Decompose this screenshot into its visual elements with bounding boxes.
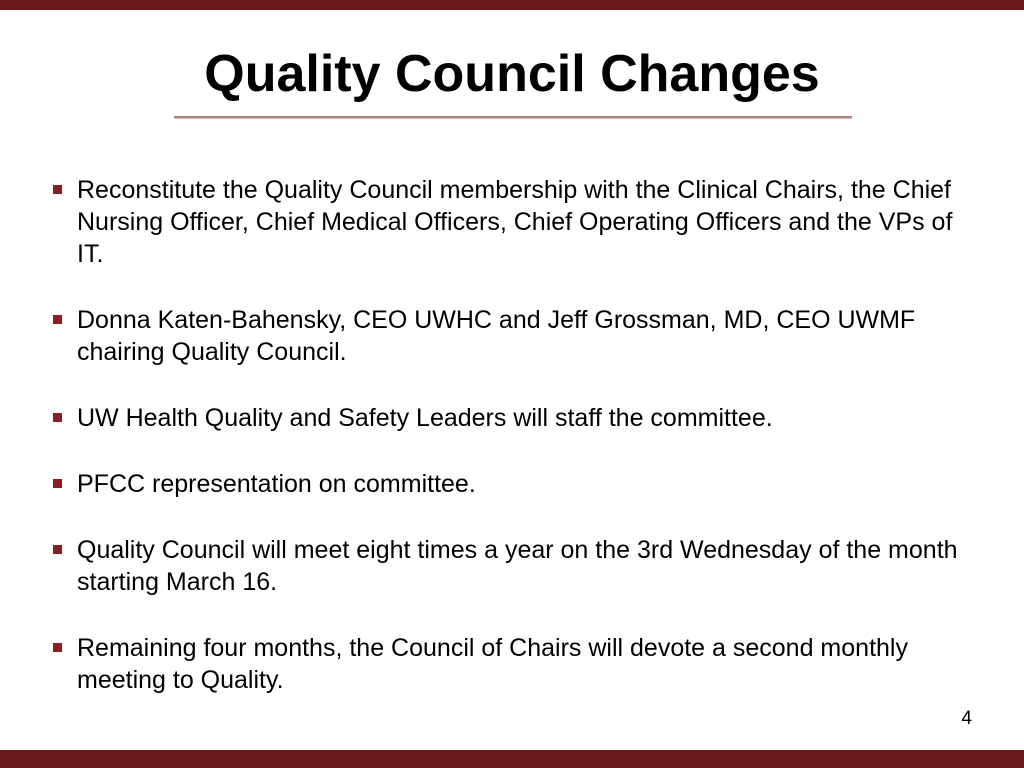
square-bullet-icon <box>53 185 62 194</box>
list-item <box>52 402 972 434</box>
bullet-text: Remaining four months, the Council of Chairs will devote a second monthly meeting to Quality. <box>77 634 908 694</box>
bullet-text: Quality Council will meet eight times a year on the 3rd Wednesday of the month starting March 16. <box>77 536 958 596</box>
page-number: 4 <box>961 708 972 729</box>
bullet-text: UW Health Quality and Safety Leaders will staff the committee. <box>77 404 773 432</box>
square-bullet-icon <box>53 479 62 488</box>
slide-title: Quality Council Changes <box>204 45 820 103</box>
top-accent-bar <box>0 0 1024 10</box>
square-bullet-icon <box>53 643 62 652</box>
square-bullet-icon <box>53 315 62 324</box>
bullet-list <box>52 174 972 730</box>
list-item <box>52 304 972 368</box>
list-item <box>52 468 972 500</box>
list-item <box>52 534 972 598</box>
title-underline <box>174 116 852 119</box>
square-bullet-icon <box>53 413 62 422</box>
bullet-text: Donna Katen-Bahensky, CEO UWHC and Jeff Grossman, MD, CEO UWMF chairing Quality Council. <box>77 306 916 366</box>
list-item <box>52 174 972 270</box>
bullet-text: Reconstitute the Quality Council membership with the Clinical Chairs, the Chief Nursing Officer, Chief Medical Officers, Chief Operating Officers and the VPs of IT. <box>77 176 953 268</box>
list-item <box>52 632 972 696</box>
square-bullet-icon <box>53 545 62 554</box>
bottom-accent-bar <box>0 750 1024 768</box>
bullet-text: PFCC representation on committee. <box>77 470 476 498</box>
